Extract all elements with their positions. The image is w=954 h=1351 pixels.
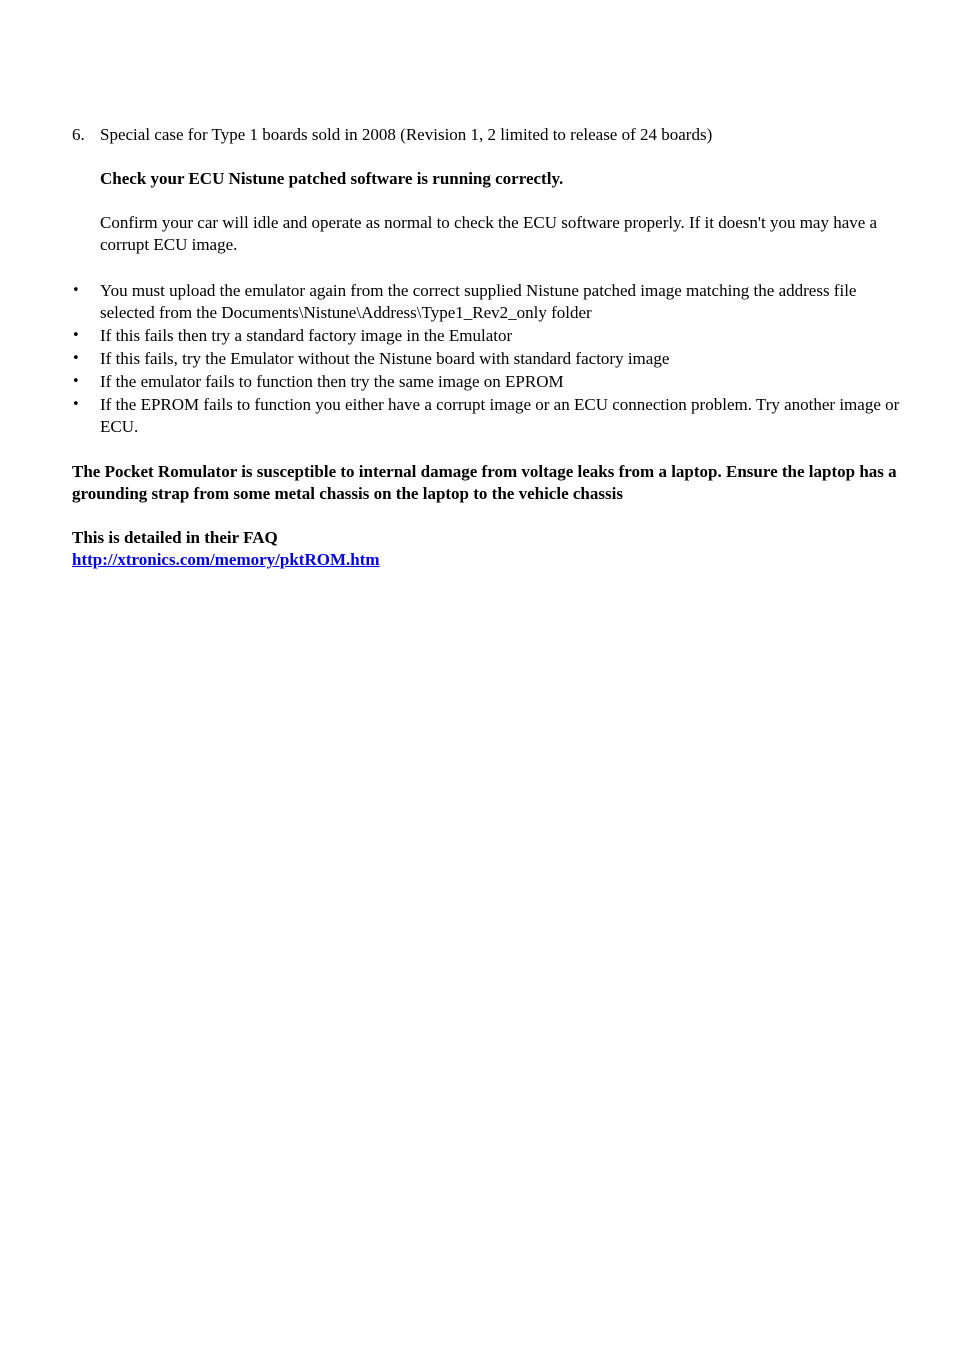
list-item-text: You must upload the emulator again from the correct supplied Nistune patched image matching the address file selected from the Documents\Nistune\Address\Type1_Rev2_only folder	[100, 281, 857, 322]
faq-link[interactable]: http://xtronics.com/memory/pktROM.htm	[72, 550, 380, 569]
troubleshooting-list	[72, 280, 908, 438]
list-item	[72, 325, 908, 347]
confirm-paragraph: Confirm your car will idle and operate as normal to check the ECU software properly. If it doesn't you may have a corrupt ECU image.	[100, 213, 878, 254]
list-item-text: If this fails, try the Emulator without the Nistune board with standard factory image	[100, 349, 670, 368]
list-item	[72, 394, 908, 438]
numbered-item-6	[72, 124, 908, 146]
item-6-body	[100, 168, 908, 256]
bullet-icon: •	[72, 397, 80, 412]
grounding-warning: The Pocket Romulator is susceptible to internal damage from voltage leaks from a laptop. Ensure the laptop has a grounding strap from some metal chassis on the laptop to the vehicle chassis	[72, 462, 897, 503]
list-item-text: If this fails then try a standard factory image in the Emulator	[100, 326, 513, 345]
list-item-text: If the EPROM fails to function you either have a corrupt image or an ECU connection problem. Try another image or ECU.	[100, 395, 900, 436]
bullet-icon: •	[72, 283, 80, 298]
item-number: 6.	[72, 125, 85, 144]
list-item	[72, 280, 908, 324]
bullet-icon: •	[72, 374, 80, 389]
document-page	[72, 124, 908, 571]
bullet-icon: •	[72, 351, 80, 366]
list-item-text: If the emulator fails to function then try the same image on EPROM	[100, 372, 564, 391]
list-item	[72, 348, 908, 370]
list-item	[72, 371, 908, 393]
check-heading: Check your ECU Nistune patched software is running correctly.	[100, 169, 564, 188]
bullet-icon: •	[72, 328, 80, 343]
item-6-text: Special case for Type 1 boards sold in 2008 (Revision 1, 2 limited to release of 24 boards)	[100, 125, 713, 144]
faq-text: This is detailed in their FAQ	[72, 528, 278, 547]
